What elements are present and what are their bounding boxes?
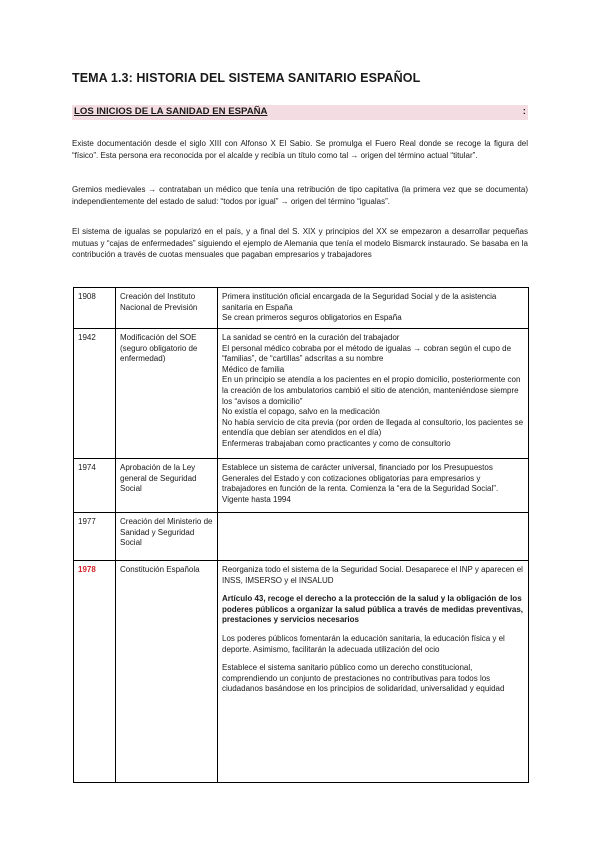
year-cell: 1908 xyxy=(74,288,116,329)
description-line: Reorganiza todo el sistema de la Seguridad Social. Desaparece el INP y aparecen el INSS, IMSERSO y el INSALUD xyxy=(222,565,523,585)
section-heading-bar xyxy=(72,105,528,120)
year-cell: 1974 xyxy=(74,459,116,513)
description-line: Médico de familia xyxy=(222,364,285,374)
description-line: Primera institución oficial encargada de la Seguridad Social y de la asistencia sanitaria en España xyxy=(222,292,497,312)
description-line: Se crean primeros seguros obligatorios en España xyxy=(222,313,402,323)
description-line: No había servicio de cita previa (por orden de llegada al consultorio, los pacientes se entendía que debían ser atendidos en el día) xyxy=(222,417,524,438)
description-cell xyxy=(218,329,529,459)
spacer xyxy=(222,586,524,594)
table-row xyxy=(74,513,529,561)
spacer xyxy=(222,655,524,663)
description-cell xyxy=(218,459,529,513)
description-cell xyxy=(218,561,529,783)
description-cell xyxy=(218,513,529,561)
document-title: TEMA 1.3: HISTORIA DEL SISTEMA SANITARIO ESPAÑOL xyxy=(72,71,421,85)
event-cell: Constitución Española xyxy=(116,561,218,783)
paragraph-fuero-real: Existe documentación desde el siglo XIII con Alfonso X El Sabio. Se promulga el Fuero Real donde se recoge la figura del “físico”. Esta persona era reconocida por el alcalde y recibía un título como tal → origen del término actual “titular”. xyxy=(72,139,528,160)
table-row xyxy=(74,561,529,783)
event-cell: Creación del Instituto Nacional de Previsión xyxy=(116,288,218,329)
article-43-text: Artículo 43, recoge el derecho a la protección de la salud y la obligación de los poderes públicos a organizar la salud pública a través de medidas preventivas, prestaciones y servicios necesarios xyxy=(222,594,523,625)
description-cell xyxy=(218,288,529,329)
description-line: La sanidad se centró en la curación del trabajador xyxy=(222,333,400,342)
description-line: Establece un sistema de carácter universal, financiado por los Presupuestos Generales del Estado y con cotizaciones obligatorias para empresarios y trabajadores en función de la renta. Comienza la “era de la Seguridad Social”. Vigente hasta 1994 xyxy=(222,463,499,504)
table-row xyxy=(74,288,529,329)
description-line: Establece el sistema sanitario público como un derecho constitucional, comprendiendo un conjunto de prestaciones no contributivas para todos los ciudadanos basándose en los principios de solidaridad, universalidad y equidad xyxy=(222,663,505,694)
event-cell: Modificación del SOE (seguro obligatorio de enfermedad) xyxy=(116,329,218,459)
description-line: Los poderes públicos fomentarán la educación sanitaria, la educación física y el deporte. Asimismo, facilitarán la adecuada utilización del ocio xyxy=(222,633,505,654)
event-cell: Creación del Ministerio de Sanidad y Seguridad Social xyxy=(116,513,218,561)
section-heading: LOS INICIOS DE LA SANIDAD EN ESPAÑA xyxy=(74,106,268,117)
description-line: El personal médico cobraba por el método de igualas → cobran según el cupo de “familias”, de “cartillas” adscritas a su nombre xyxy=(222,343,512,364)
description-line: No existía el copago, salvo en la medicación xyxy=(222,407,380,417)
paragraph-gremios: Gremios medievales → contrataban un médico que tenía una retribución de tipo capitativa (la primera vez que se documenta) independientemente del estado de salud: “todos por igual” → origen del término “igualas”. xyxy=(72,185,528,206)
description-line: Enfermeras trabajaban como practicantes y como de consultorio xyxy=(222,438,451,448)
spacer xyxy=(222,626,524,634)
event-cell: Aprobación de la Ley general de Seguridad Social xyxy=(116,459,218,513)
description-line: En un principio se atendía a los pacientes en el propio domicilio, posteriormente con la creación de los ambulatorios cambió el sitio de atención, manteniéndose siempre los “avisos a domicilio” xyxy=(222,375,521,406)
year-cell: 1978 xyxy=(74,561,116,783)
year-cell: 1942 xyxy=(74,329,116,459)
table-row xyxy=(74,329,529,459)
table-row xyxy=(74,459,529,513)
history-table xyxy=(73,287,529,783)
year-cell: 1977 xyxy=(74,513,116,561)
section-heading-colon: : xyxy=(522,106,526,117)
paragraph-igualas: El sistema de igualas se popularizó en el país, y a final del S. XIX y principios del XX se empezaron a desarrollar pequeñas mutuas y “cajas de enfermedades” siguiendo el ejemplo de Alemania que tenía el modelo Bismarck instaurado. Se basaba en la contribución a través de cuotas mensuales que pagaban empresarios y trabajadores xyxy=(72,227,528,259)
